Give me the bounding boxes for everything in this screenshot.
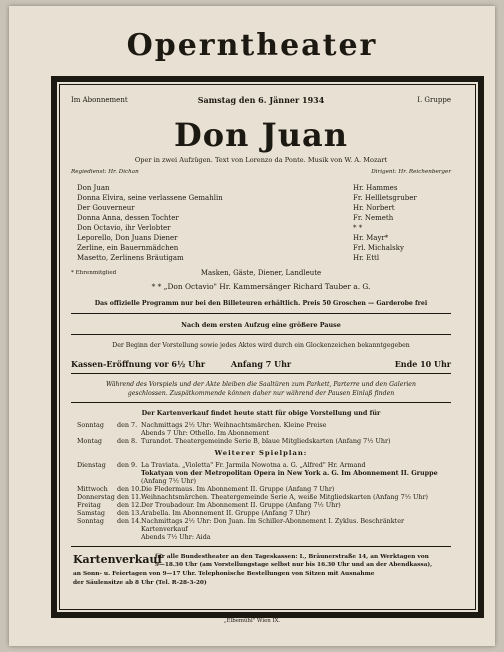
pause-line: Nach dem ersten Aufzug eine größere Pause bbox=[181, 321, 341, 329]
schedule-text: Tokatyan von der Metropolitan Opera in New York a. G. Im Abonnement II. Gruppe bbox=[141, 469, 438, 477]
schedule-date: den 11. bbox=[117, 493, 142, 501]
header-abonnement: Im Abonnement bbox=[71, 96, 128, 104]
kartenverkauf-line: an Sonn- u. Feiertagen von 9—17 Uhr. Telephonische Bestellungen von Sitzen mit Ausnahme bbox=[73, 571, 375, 577]
opera-subtitle: Oper in zwei Aufzügen. Text von Lorenzo da Ponte. Musik von W. A. Mozart bbox=[134, 156, 388, 164]
header-date: Samstag den 6. Jänner 1934 bbox=[197, 95, 325, 105]
guest-line: * * „Don Octavio" Hr. Kammersänger Richard Tauber a. G. bbox=[151, 282, 371, 291]
divider bbox=[71, 373, 451, 374]
bell-notice: Der Beginn der Vorstellung sowie jedes Aktes wird durch ein Glockenzeichen bekanntgegeben bbox=[112, 342, 410, 349]
schedule-day: Sonntag bbox=[77, 421, 104, 429]
end-time: Ende 10 Uhr bbox=[394, 359, 451, 369]
kartenverkauf-line: der Säulensitze ab 8 Uhr (Tel. R-28-3-20) bbox=[73, 580, 207, 586]
kartenverkauf-line: 9—18.30 Uhr (am Vorstellungstage selbst nur bis 16.30 Uhr und an der Abendkassa), bbox=[155, 562, 433, 568]
schedule-day: Freitag bbox=[77, 501, 101, 509]
schedule-date: den 13. bbox=[117, 509, 142, 517]
schedule-text: Abends 7 Uhr: Othello. Im Abonnement bbox=[141, 429, 270, 437]
schedule-text: La Traviata. „Violetta" Fr. Jarmila Nowotna a. G. „Alfred" Hr. Armand bbox=[141, 461, 366, 469]
schedule-date: den 10. bbox=[117, 485, 142, 493]
kasse-time: Kassen-Eröffnung vor 6½ Uhr bbox=[71, 359, 206, 369]
schedule-text: (Anfang 7½ Uhr) bbox=[141, 477, 196, 485]
schedule-day: Montag bbox=[77, 437, 102, 445]
masthead: Operntheater bbox=[126, 28, 378, 63]
schedule-text: Nachmittags 2½ Uhr: Weihnachtsmärchen. Kleine Preise bbox=[141, 421, 327, 429]
kartenverkauf-line: für alle Bundestheater an den Tageskassen: I., Bräunerstraße 14, an Werktagen von bbox=[155, 554, 429, 560]
prelude-notice-1: Während des Vorspiels und der Akte bleiben die Saaltüren zum Parkett, Parterre und den Galerien bbox=[106, 381, 416, 388]
extras-text: Masken, Gäste, Diener, Landleute bbox=[200, 269, 322, 277]
schedule-date: den 8. bbox=[117, 437, 138, 445]
program-line: Das offizielle Programm nur bei den Billeteuren erhältlich. Preis 50 Groschen — Garderobe frei bbox=[94, 300, 428, 307]
credits-regie: Regiedienst: Hr. Dichan bbox=[71, 169, 139, 175]
presale-heading: Der Kartenverkauf findet heute statt für obige Vorstellung und für bbox=[141, 409, 381, 417]
poster-sheet: Operntheater Im Abonnement Samstag den 6. Jänner 1934 I. Gruppe Don Juan Oper in zwei Aufzügen. Text von Lorenzo da Ponte. Musik von W. A. Mozart Regiedienst: Hr. Dichan Dirigent: Hr. Reichenberger Don Juan Hr. Hammes Donna Elvira, seine verlassene Gemahlin Fr. Hellletsgruber Der Gouverneur Hr. Norbert Donna Anna, dessen Tochter Fr. Nemeth Don Octavio, ihr Verlobter * * Leporello, Don Juans Diener Hr. Mayr* Zerline, ein Bauernmädchen Frl. Michalsky Masetto, Zerlinens Bräutigam Hr. Ettl * Ehrenmitglied Masken, Gäste, Diener, Landleute * * „Don Octavio" Hr. Kammersänger Richard Tauber a. G. Das offizielle Programm nur bei den Billeteuren erhältlich. Preis 50 Groschen — Garderobe frei Nach dem ersten Aufzug eine größere Pause Der Beginn der Vorstellung sowie jedes Aktes wird durch ein Glockenzeichen bekanntgegeben Kassen-Eröffnung vor 6½ Uhr Anfang 7 Uhr Ende 10 Uhr Während des Vorspiels und der Akte bleiben die Saaltüren zum Parkett, Parterre und den Galerien geschlossen. Zuspätkommende können daher nur während der Pausen Einlaß finden Der Kartenverkauf findet heute statt für obige Vorstellung und für Sonntag den 7. Nachmittags 2½ Uhr: Weihnachtsmärchen. Kleine Preise Abends 7 Uhr: Othello. Im Abonnement Montag den 8. Turandot. Theatergemeinde Serie B, blaue Mitgliedskarten (Anfang 7½ Uhr) Weiterer Spielplan: Dienstag den 9. La Traviata. „Violetta" Fr. Jarmila Nowotna a. G. „Alfred" Hr. Armand Tokatyan von der Metropolitan Opera in New York a. G. Im Abonnement II. Gruppe (Anfang 7½ Uhr) Mittwoch den 10. Die Fledermaus. Im Abonnement II. Gruppe (Anfang 7 Uhr) Donnerstag den 11. Weihnachtsmärchen. Theatergemeinde Serie A, weiße Mitgliedskarten (Anfang 7½ Uhr) Freitag den 12. Der Troubadour. Im Abonnement II. Gruppe (Anfang 7½ Uhr) Samstag den 13. Arabella. Im Abonnement II. Gruppe (Anfang 7 Uhr) Sonntag den 14. Nachmittags 2½ Uhr: Don Juan. Im Schiller-Abonnement I. Zyklus. Beschränkter Kartenverkauf Abends 7½ Uhr: Aida Kartenverkauf für alle Bundestheater an den Tageskassen: I., Bräunerstraße 14, an Werktagen von 9—18.30 Uhr (am Vorstellungstage selbst nur bis 16.30 Uhr und an der Abendkassa), an Sonn- u. Feiertagen von 9—17 Uhr. Telephonische Bestellungen von Sitzen mit Ausnahme der Säulensitze ab 8 Uhr (Tel. R-28-3-20) „Elbemühl" Wien IX. bbox=[9, 6, 495, 646]
schedule-day: Sonntag bbox=[77, 517, 104, 525]
schedule-date: den 14. bbox=[117, 517, 142, 525]
divider bbox=[71, 546, 451, 547]
kartenverkauf-heading: Kartenverkauf bbox=[73, 553, 163, 566]
credits-dirigent: Dirigent: Hr. Reichenberger bbox=[371, 169, 451, 175]
schedule-day: Samstag bbox=[77, 509, 105, 517]
schedule-day: Dienstag bbox=[77, 461, 106, 469]
prelude-notice-2: geschlossen. Zuspätkommende können daher nur während der Pausen Einlaß finden bbox=[127, 390, 395, 397]
divider bbox=[71, 402, 451, 403]
schedule-date: den 7. bbox=[117, 421, 138, 429]
schedule-text: Die Fledermaus. Im Abonnement II. Gruppe (Anfang 7 Uhr) bbox=[141, 485, 335, 493]
start-time: Anfang 7 Uhr bbox=[230, 359, 292, 369]
schedule-text: Der Troubadour. Im Abonnement II. Gruppe (Anfang 7½ Uhr) bbox=[141, 501, 341, 509]
schedule-text: Weihnachtsmärchen. Theatergemeinde Serie A, weiße Mitgliedskarten (Anfang 7½ Uhr) bbox=[141, 493, 429, 501]
schedule-text: Kartenverkauf bbox=[141, 525, 188, 533]
printer-imprint: „Elbemühl" Wien IX. bbox=[223, 618, 281, 624]
schedule-day: Mittwoch bbox=[77, 485, 108, 493]
schedule-day: Donnerstag bbox=[77, 493, 115, 501]
header-group: I. Gruppe bbox=[417, 96, 451, 104]
schedule-text: Arabella. Im Abonnement II. Gruppe (Anfang 7 Uhr) bbox=[141, 509, 311, 517]
schedule-date: den 12. bbox=[117, 501, 142, 509]
spielplan-heading: Weiterer Spielplan: bbox=[214, 449, 308, 457]
schedule-text: Nachmittags 2½ Uhr: Don Juan. Im Schiller-Abonnement I. Zyklus. Beschränkter bbox=[141, 517, 405, 525]
schedule-date: den 9. bbox=[117, 461, 138, 469]
divider bbox=[71, 334, 451, 335]
ehrenmitglied-note: * Ehrenmitglied bbox=[71, 270, 117, 276]
opera-title: Don Juan bbox=[174, 116, 348, 154]
schedule-text: Abends 7½ Uhr: Aida bbox=[141, 533, 211, 541]
schedule-text: Turandot. Theatergemeinde Serie B, blaue Mitgliedskarten (Anfang 7½ Uhr) bbox=[141, 437, 391, 445]
divider bbox=[71, 313, 451, 314]
